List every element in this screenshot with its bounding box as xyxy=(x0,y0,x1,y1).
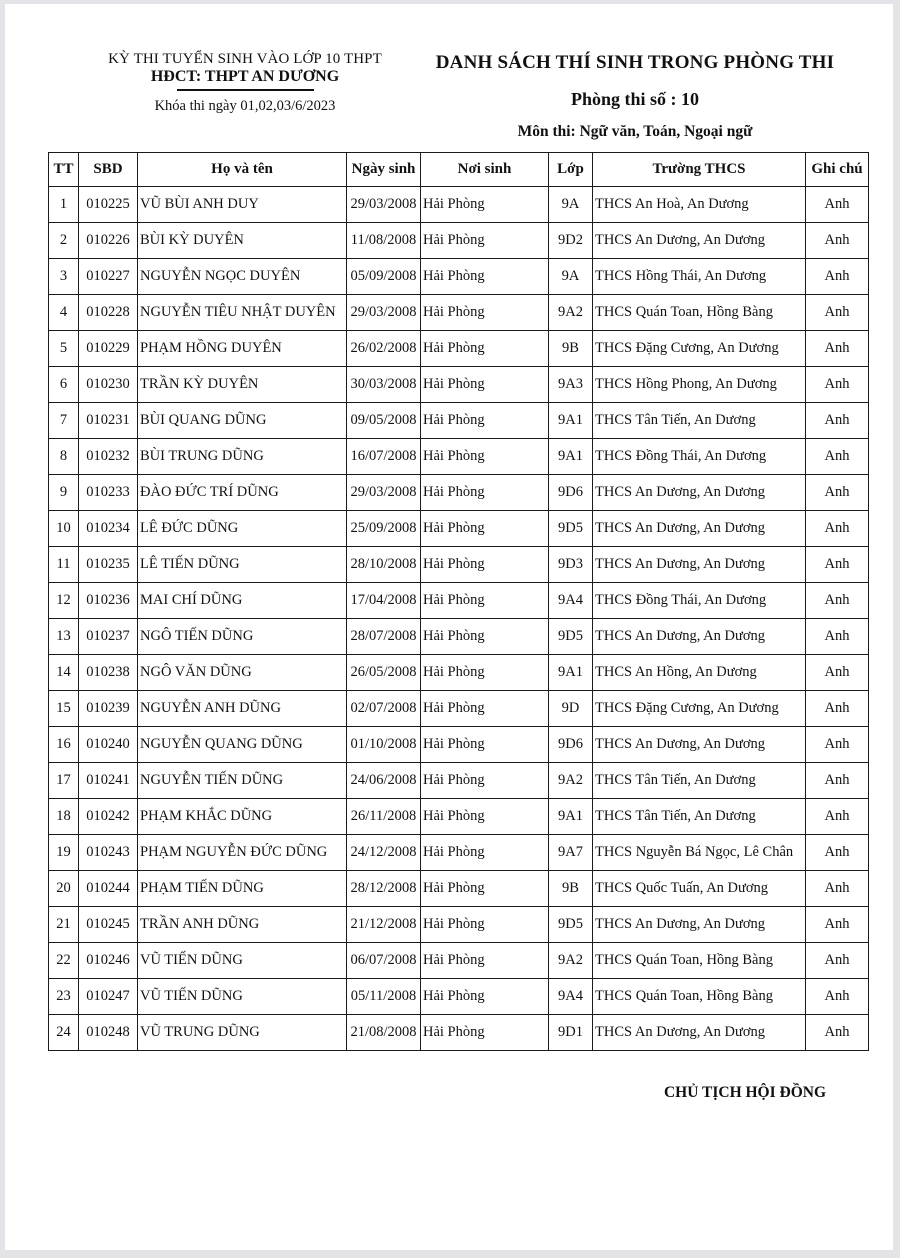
exam-subjects: Môn thi: Ngữ văn, Toán, Ngoại ngữ xyxy=(517,123,753,140)
cell-school: THCS Đồng Thái, An Dương xyxy=(593,439,806,475)
cell-pob: Hải Phòng xyxy=(421,475,549,511)
cell-tt: 2 xyxy=(49,223,79,259)
cell-dob: 21/08/2008 xyxy=(347,1015,421,1051)
cell-dob: 06/07/2008 xyxy=(347,943,421,979)
cell-dob: 05/09/2008 xyxy=(347,259,421,295)
table-row xyxy=(49,583,869,619)
table-row xyxy=(49,655,869,691)
cell-pob: Hải Phòng xyxy=(421,1015,549,1051)
cell-school: THCS An Dương, An Dương xyxy=(593,619,806,655)
cell-pob: Hải Phòng xyxy=(421,583,549,619)
cell-school: THCS Tân Tiến, An Dương xyxy=(593,763,806,799)
cell-tt: 10 xyxy=(49,511,79,547)
cell-sbd: 010230 xyxy=(79,367,138,403)
cell-pob: Hải Phòng xyxy=(421,835,549,871)
cell-dob: 29/03/2008 xyxy=(347,295,421,331)
cell-tt: 16 xyxy=(49,727,79,763)
cell-school: THCS Quán Toan, Hồng Bàng xyxy=(593,943,806,979)
cell-name: VŨ TIẾN DŨNG xyxy=(138,943,347,979)
cell-pob: Hải Phòng xyxy=(421,799,549,835)
table-row xyxy=(49,871,869,907)
cell-pob: Hải Phòng xyxy=(421,655,549,691)
header-left xyxy=(105,50,385,115)
cell-pob: Hải Phòng xyxy=(421,727,549,763)
cell-tt: 20 xyxy=(49,871,79,907)
table-row xyxy=(49,331,869,367)
table-body xyxy=(49,187,869,1051)
table-row xyxy=(49,763,869,799)
cell-note: Anh xyxy=(806,619,869,655)
cell-class: 9A1 xyxy=(549,403,593,439)
cell-sbd: 010240 xyxy=(79,727,138,763)
cell-dob: 29/03/2008 xyxy=(347,187,421,223)
cell-dob: 29/03/2008 xyxy=(347,475,421,511)
cell-school: THCS Đặng Cương, An Dương xyxy=(593,331,806,367)
cell-dob: 30/03/2008 xyxy=(347,367,421,403)
cell-sbd: 010227 xyxy=(79,259,138,295)
council-name: HĐCT: THPT AN DƯƠNG xyxy=(150,68,340,85)
cell-tt: 7 xyxy=(49,403,79,439)
cell-school: THCS Đồng Thái, An Dương xyxy=(593,583,806,619)
header-right xyxy=(410,52,860,142)
cell-pob: Hải Phòng xyxy=(421,511,549,547)
cell-name: LÊ ĐỨC DŨNG xyxy=(138,511,347,547)
cell-name: BÙI KỲ DUYÊN xyxy=(138,223,347,259)
cell-note: Anh xyxy=(806,511,869,547)
cell-note: Anh xyxy=(806,367,869,403)
cell-pob: Hải Phòng xyxy=(421,979,549,1015)
cell-class: 9A xyxy=(549,187,593,223)
cell-tt: 3 xyxy=(49,259,79,295)
cell-school: THCS An Dương, An Dương xyxy=(593,907,806,943)
table-row xyxy=(49,295,869,331)
cell-pob: Hải Phòng xyxy=(421,871,549,907)
cell-tt: 11 xyxy=(49,547,79,583)
cell-sbd: 010245 xyxy=(79,907,138,943)
col-header-note: Ghi chú xyxy=(806,153,869,187)
cell-note: Anh xyxy=(806,547,869,583)
cell-name: NGÔ TIẾN DŨNG xyxy=(138,619,347,655)
cell-note: Anh xyxy=(806,979,869,1015)
cell-class: 9D1 xyxy=(549,1015,593,1051)
cell-sbd: 010242 xyxy=(79,799,138,835)
cell-dob: 05/11/2008 xyxy=(347,979,421,1015)
cell-class: 9D3 xyxy=(549,547,593,583)
cell-name: LÊ TIẾN DŨNG xyxy=(138,547,347,583)
cell-note: Anh xyxy=(806,439,869,475)
cell-class: 9D6 xyxy=(549,475,593,511)
cell-school: THCS An Dương, An Dương xyxy=(593,727,806,763)
cell-class: 9B xyxy=(549,871,593,907)
cell-class: 9B xyxy=(549,331,593,367)
document-title: DANH SÁCH THÍ SINH TRONG PHÒNG THI xyxy=(435,52,835,73)
cell-sbd: 010228 xyxy=(79,295,138,331)
cell-sbd: 010248 xyxy=(79,1015,138,1051)
cell-sbd: 010226 xyxy=(79,223,138,259)
cell-class: 9A4 xyxy=(549,583,593,619)
cell-school: THCS Quán Toan, Hồng Bàng xyxy=(593,979,806,1015)
cell-school: THCS An Dương, An Dương xyxy=(593,1015,806,1051)
cell-class: 9A2 xyxy=(549,763,593,799)
cell-sbd: 010236 xyxy=(79,583,138,619)
col-header-name: Họ và tên xyxy=(138,153,347,187)
table-row xyxy=(49,403,869,439)
cell-tt: 22 xyxy=(49,943,79,979)
candidate-table xyxy=(48,152,869,1051)
table-row xyxy=(49,475,869,511)
cell-note: Anh xyxy=(806,943,869,979)
cell-note: Anh xyxy=(806,727,869,763)
cell-name: NGUYỄN NGỌC DUYÊN xyxy=(138,259,347,295)
cell-dob: 16/07/2008 xyxy=(347,439,421,475)
cell-dob: 09/05/2008 xyxy=(347,403,421,439)
cell-class: 9D5 xyxy=(549,907,593,943)
cell-note: Anh xyxy=(806,187,869,223)
cell-class: 9A3 xyxy=(549,367,593,403)
cell-dob: 21/12/2008 xyxy=(347,907,421,943)
table-row xyxy=(49,727,869,763)
cell-name: NGUYỄN QUANG DŨNG xyxy=(138,727,347,763)
cell-dob: 26/05/2008 xyxy=(347,655,421,691)
table-row xyxy=(49,835,869,871)
cell-tt: 6 xyxy=(49,367,79,403)
cell-name: VŨ TIẾN DŨNG xyxy=(138,979,347,1015)
cell-note: Anh xyxy=(806,331,869,367)
cell-class: 9D5 xyxy=(549,619,593,655)
cell-sbd: 010237 xyxy=(79,619,138,655)
exam-dates: Khóa thi ngày 01,02,03/6/2023 xyxy=(154,97,336,114)
cell-name: PHẠM KHẮC DŨNG xyxy=(138,799,347,835)
cell-tt: 8 xyxy=(49,439,79,475)
cell-note: Anh xyxy=(806,871,869,907)
header-underline xyxy=(177,89,314,91)
cell-class: 9D6 xyxy=(549,727,593,763)
cell-sbd: 010231 xyxy=(79,403,138,439)
cell-school: THCS Tân Tiến, An Dương xyxy=(593,403,806,439)
table-row xyxy=(49,547,869,583)
table-row xyxy=(49,799,869,835)
cell-school: THCS Tân Tiến, An Dương xyxy=(593,799,806,835)
cell-pob: Hải Phòng xyxy=(421,547,549,583)
cell-name: BÙI TRUNG DŨNG xyxy=(138,439,347,475)
cell-dob: 01/10/2008 xyxy=(347,727,421,763)
cell-class: 9A1 xyxy=(549,799,593,835)
cell-name: ĐÀO ĐỨC TRÍ DŨNG xyxy=(138,475,347,511)
cell-note: Anh xyxy=(806,259,869,295)
cell-dob: 11/08/2008 xyxy=(347,223,421,259)
cell-school: THCS Hồng Phong, An Dương xyxy=(593,367,806,403)
cell-tt: 1 xyxy=(49,187,79,223)
cell-pob: Hải Phòng xyxy=(421,223,549,259)
cell-pob: Hải Phòng xyxy=(421,259,549,295)
cell-tt: 17 xyxy=(49,763,79,799)
cell-dob: 26/02/2008 xyxy=(347,331,421,367)
table-row xyxy=(49,259,869,295)
cell-tt: 4 xyxy=(49,295,79,331)
cell-sbd: 010225 xyxy=(79,187,138,223)
cell-class: 9A1 xyxy=(549,655,593,691)
cell-note: Anh xyxy=(806,691,869,727)
table-row xyxy=(49,367,869,403)
cell-pob: Hải Phòng xyxy=(421,331,549,367)
room-number: Phòng thi số : 10 xyxy=(570,89,700,109)
cell-pob: Hải Phòng xyxy=(421,943,549,979)
cell-sbd: 010229 xyxy=(79,331,138,367)
cell-note: Anh xyxy=(806,799,869,835)
cell-pob: Hải Phòng xyxy=(421,907,549,943)
cell-note: Anh xyxy=(806,403,869,439)
cell-note: Anh xyxy=(806,223,869,259)
cell-name: NGÔ VĂN DŨNG xyxy=(138,655,347,691)
table-row xyxy=(49,223,869,259)
cell-school: THCS Quán Toan, Hồng Bàng xyxy=(593,295,806,331)
cell-dob: 17/04/2008 xyxy=(347,583,421,619)
cell-class: 9A4 xyxy=(549,979,593,1015)
document-page xyxy=(5,4,893,1250)
cell-name: VŨ TRUNG DŨNG xyxy=(138,1015,347,1051)
cell-school: THCS Quốc Tuấn, An Dương xyxy=(593,871,806,907)
cell-class: 9A7 xyxy=(549,835,593,871)
cell-class: 9A2 xyxy=(549,295,593,331)
cell-school: THCS An Dương, An Dương xyxy=(593,511,806,547)
col-header-dob: Ngày sinh xyxy=(347,153,421,187)
signature-title: CHỦ TỊCH HỘI ĐỒNG xyxy=(663,1084,827,1101)
cell-school: THCS Nguyễn Bá Ngọc, Lê Chân xyxy=(593,835,806,871)
cell-pob: Hải Phòng xyxy=(421,295,549,331)
cell-name: TRẦN ANH DŨNG xyxy=(138,907,347,943)
cell-dob: 28/10/2008 xyxy=(347,547,421,583)
cell-tt: 14 xyxy=(49,655,79,691)
cell-school: THCS Đặng Cương, An Dương xyxy=(593,691,806,727)
cell-dob: 24/12/2008 xyxy=(347,835,421,871)
cell-sbd: 010241 xyxy=(79,763,138,799)
table-row xyxy=(49,691,869,727)
cell-class: 9A1 xyxy=(549,439,593,475)
table-row xyxy=(49,511,869,547)
cell-name: TRẦN KỲ DUYÊN xyxy=(138,367,347,403)
cell-pob: Hải Phòng xyxy=(421,619,549,655)
cell-dob: 02/07/2008 xyxy=(347,691,421,727)
cell-tt: 18 xyxy=(49,799,79,835)
cell-tt: 23 xyxy=(49,979,79,1015)
cell-school: THCS Hồng Thái, An Dương xyxy=(593,259,806,295)
cell-name: NGUYỄN TIẾN DŨNG xyxy=(138,763,347,799)
cell-note: Anh xyxy=(806,583,869,619)
cell-pob: Hải Phòng xyxy=(421,187,549,223)
cell-name: PHẠM TIẾN DŨNG xyxy=(138,871,347,907)
cell-name: PHẠM NGUYỄN ĐỨC DŨNG xyxy=(138,835,347,871)
cell-dob: 25/09/2008 xyxy=(347,511,421,547)
cell-note: Anh xyxy=(806,475,869,511)
table-row xyxy=(49,979,869,1015)
cell-school: THCS An Dương, An Dương xyxy=(593,547,806,583)
col-header-school: Trường THCS xyxy=(593,153,806,187)
cell-class: 9D xyxy=(549,691,593,727)
cell-dob: 26/11/2008 xyxy=(347,799,421,835)
cell-note: Anh xyxy=(806,907,869,943)
cell-name: VŨ BÙI ANH DUY xyxy=(138,187,347,223)
cell-name: PHẠM HỒNG DUYÊN xyxy=(138,331,347,367)
table-row xyxy=(49,943,869,979)
cell-note: Anh xyxy=(806,835,869,871)
cell-sbd: 010246 xyxy=(79,943,138,979)
cell-tt: 9 xyxy=(49,475,79,511)
cell-sbd: 010243 xyxy=(79,835,138,871)
cell-note: Anh xyxy=(806,763,869,799)
cell-sbd: 010234 xyxy=(79,511,138,547)
table-row xyxy=(49,619,869,655)
cell-note: Anh xyxy=(806,295,869,331)
cell-dob: 28/07/2008 xyxy=(347,619,421,655)
col-header-sbd: SBD xyxy=(79,153,138,187)
cell-class: 9A2 xyxy=(549,943,593,979)
col-header-pob: Nơi sinh xyxy=(421,153,549,187)
cell-tt: 15 xyxy=(49,691,79,727)
cell-tt: 13 xyxy=(49,619,79,655)
cell-dob: 28/12/2008 xyxy=(347,871,421,907)
table-row xyxy=(49,1015,869,1051)
col-header-class: Lớp xyxy=(549,153,593,187)
cell-tt: 24 xyxy=(49,1015,79,1051)
table-row xyxy=(49,907,869,943)
cell-school: THCS An Hồng, An Dương xyxy=(593,655,806,691)
cell-tt: 12 xyxy=(49,583,79,619)
cell-name: BÙI QUANG DŨNG xyxy=(138,403,347,439)
cell-sbd: 010244 xyxy=(79,871,138,907)
cell-sbd: 010239 xyxy=(79,691,138,727)
cell-class: 9D5 xyxy=(549,511,593,547)
cell-note: Anh xyxy=(806,1015,869,1051)
cell-tt: 5 xyxy=(49,331,79,367)
cell-sbd: 010238 xyxy=(79,655,138,691)
cell-pob: Hải Phòng xyxy=(421,763,549,799)
table-header-row xyxy=(49,153,869,187)
cell-name: NGUYỄN ANH DŨNG xyxy=(138,691,347,727)
cell-sbd: 010232 xyxy=(79,439,138,475)
col-header-tt: TT xyxy=(49,153,79,187)
cell-class: 9D2 xyxy=(549,223,593,259)
cell-sbd: 010233 xyxy=(79,475,138,511)
cell-tt: 21 xyxy=(49,907,79,943)
cell-dob: 24/06/2008 xyxy=(347,763,421,799)
cell-sbd: 010247 xyxy=(79,979,138,1015)
cell-school: THCS An Dương, An Dương xyxy=(593,223,806,259)
cell-pob: Hải Phòng xyxy=(421,691,549,727)
cell-school: THCS An Hoà, An Dương xyxy=(593,187,806,223)
cell-class: 9A xyxy=(549,259,593,295)
exam-title: KỲ THI TUYỂN SINH VÀO LỚP 10 THPT xyxy=(108,51,382,67)
cell-pob: Hải Phòng xyxy=(421,403,549,439)
cell-name: MAI CHÍ DŨNG xyxy=(138,583,347,619)
table-row xyxy=(49,187,869,223)
cell-pob: Hải Phòng xyxy=(421,439,549,475)
cell-sbd: 010235 xyxy=(79,547,138,583)
cell-name: NGUYỄN TIÊU NHẬT DUYÊN xyxy=(138,295,347,331)
cell-pob: Hải Phòng xyxy=(421,367,549,403)
cell-note: Anh xyxy=(806,655,869,691)
cell-tt: 19 xyxy=(49,835,79,871)
cell-school: THCS An Dương, An Dương xyxy=(593,475,806,511)
table-row xyxy=(49,439,869,475)
